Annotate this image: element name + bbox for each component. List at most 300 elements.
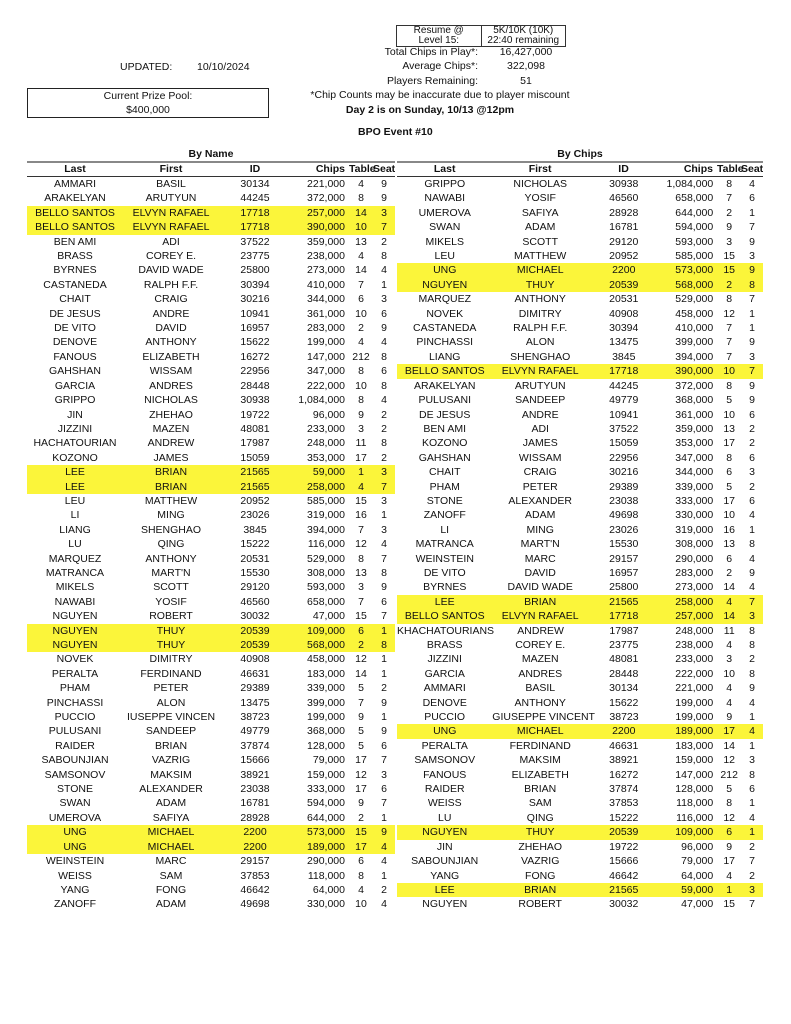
table-row	[27, 422, 395, 436]
table-row	[397, 796, 763, 810]
first-name: MAKSIM	[150, 768, 192, 781]
seat-number: 3	[749, 250, 755, 263]
first-name: ROBERT	[149, 610, 193, 623]
table-row	[27, 292, 395, 306]
player-id: 16272	[609, 768, 639, 781]
last-name: WEINSTEIN	[415, 552, 474, 565]
player-id: 46642	[609, 869, 639, 882]
last-name: CHAIT	[59, 293, 91, 306]
chip-count: 568,000	[307, 639, 345, 651]
table-row	[27, 321, 395, 335]
table-row	[397, 652, 763, 666]
chip-count: 96,000	[312, 408, 345, 421]
table-number: 10	[355, 307, 367, 320]
table-row	[397, 696, 763, 710]
seat-number: 8	[749, 667, 755, 680]
first-name: THUY	[156, 639, 186, 651]
first-name: WISSAM	[518, 451, 562, 464]
chip-count: 128,000	[675, 783, 714, 796]
chip-count: 159,000	[307, 768, 345, 781]
player-id: 29120	[240, 581, 270, 594]
seat-number: 7	[381, 480, 387, 493]
table-row	[27, 897, 395, 911]
first-name: ANTHONY	[145, 336, 197, 349]
table-number: 9	[358, 408, 364, 421]
table-number: 1	[358, 466, 364, 479]
last-name: ARAKELYAN	[44, 192, 106, 205]
seat-number: 2	[749, 480, 755, 493]
table-number: 10	[355, 898, 367, 911]
chip-count: 308,000	[307, 566, 345, 579]
player-id: 23775	[240, 250, 270, 263]
last-name: NAWABI	[54, 595, 96, 608]
first-name: SANDEEP	[145, 725, 197, 738]
last-name: MIKELS	[55, 581, 95, 594]
last-name: NGUYEN	[422, 826, 468, 839]
seat-number: 2	[381, 422, 387, 435]
chip-count: 147,000	[307, 350, 345, 363]
first-name: ADAM	[155, 797, 187, 810]
player-id: 2200	[612, 264, 636, 277]
chip-count: 394,000	[675, 350, 714, 363]
table-row	[27, 508, 395, 522]
seat-number: 1	[381, 811, 387, 824]
player-id: 37874	[240, 739, 270, 752]
chip-count: 410,000	[307, 278, 345, 291]
seat-number: 9	[381, 322, 387, 335]
seat-number: 2	[381, 235, 387, 248]
table-row-highlighted	[27, 638, 395, 652]
chip-count: 361,000	[307, 307, 345, 320]
first-name: ALON	[156, 696, 186, 709]
blinds-value: 5K/10K (10K)	[493, 25, 554, 36]
player-id: 38723	[240, 711, 270, 724]
chip-count: 283,000	[675, 566, 714, 579]
player-id: 46631	[240, 667, 270, 680]
player-id: 30938	[240, 394, 270, 407]
last-name: NGUYEN	[52, 624, 98, 637]
table-row	[397, 566, 763, 580]
table-row	[27, 177, 395, 191]
chip-count: 199,000	[675, 711, 714, 724]
player-id: 49698	[609, 509, 639, 522]
last-name: PINCHASSI	[46, 696, 104, 709]
first-name: ANDRE	[152, 307, 190, 320]
chip-count: 238,000	[307, 250, 345, 263]
first-name: DAVID WADE	[507, 581, 573, 594]
first-name: BRIAN	[524, 595, 557, 608]
seat-number: 8	[381, 566, 387, 579]
chip-count: 273,000	[307, 264, 345, 277]
first-name: ADI	[162, 235, 180, 248]
table-row-highlighted	[27, 825, 395, 839]
players-remaining-label: Players Remaining:	[386, 75, 478, 87]
seat-number: 1	[749, 523, 755, 536]
table-row	[27, 811, 395, 825]
seat-number: 1	[381, 869, 387, 882]
table-row	[397, 840, 763, 854]
seat-number: 3	[381, 466, 387, 479]
chip-count: 147,000	[675, 768, 714, 781]
player-id: 19722	[240, 408, 270, 421]
chip-count: 248,000	[675, 624, 714, 637]
first-name: MATTHEW	[144, 494, 198, 507]
chip-count: 410,000	[675, 322, 714, 335]
chip-count: 159,000	[675, 754, 714, 767]
chip-count: 399,000	[675, 336, 714, 349]
player-id: 38921	[240, 768, 270, 781]
last-name: HACHATOURIAN	[33, 437, 117, 450]
chip-count: 199,000	[675, 696, 714, 709]
table-number: 16	[723, 523, 736, 536]
last-name: AMMARI	[423, 682, 466, 695]
seat-number: 8	[381, 437, 387, 450]
first-name: DAVID WADE	[138, 264, 204, 277]
last-name: DE VITO	[423, 566, 466, 579]
player-id: 30216	[609, 466, 639, 479]
last-name: GRIPPO	[424, 178, 466, 190]
table-row-highlighted	[27, 220, 395, 234]
last-name: ARAKELYAN	[414, 379, 476, 392]
table-row	[397, 710, 763, 724]
seat-number: 4	[749, 725, 755, 738]
table-number: 15	[355, 826, 367, 839]
table-number: 8	[726, 178, 733, 190]
seat-number: 4	[381, 394, 387, 407]
seat-number: 4	[381, 840, 387, 853]
player-id: 23026	[609, 523, 639, 536]
player-id: 15530	[240, 566, 270, 579]
player-id: 15222	[240, 538, 270, 551]
by-name-rows	[27, 177, 395, 912]
player-id: 16957	[240, 322, 270, 335]
chip-count: 221,000	[307, 178, 345, 190]
last-name: SABOUNJIAN	[411, 855, 479, 868]
seat-number: 3	[749, 610, 755, 623]
table-number: 7	[726, 350, 733, 363]
first-name: FERDINAND	[140, 667, 202, 680]
prize-pool-label: Current Prize Pool:	[103, 90, 193, 102]
table-row	[397, 508, 763, 522]
seat-number: 8	[381, 639, 387, 651]
last-name: NAWABI	[424, 192, 466, 205]
player-id: 19722	[609, 840, 639, 853]
first-name: ELIZABETH	[511, 768, 569, 781]
player-id: 29120	[609, 235, 639, 248]
seat-number: 6	[381, 307, 387, 320]
table-row-highlighted	[27, 480, 395, 494]
table-number: 17	[355, 754, 367, 767]
last-name: WEINSTEIN	[45, 855, 105, 868]
seat-number: 7	[749, 293, 755, 306]
table-number: 7	[358, 696, 364, 709]
table-row	[397, 408, 763, 422]
chip-count: 372,000	[307, 192, 345, 205]
table-number: 8	[358, 365, 364, 378]
table-row	[27, 883, 395, 897]
first-name: MAKSIM	[519, 754, 561, 767]
last-name: UNG	[63, 840, 87, 853]
last-name: BRASS	[426, 639, 463, 651]
table-row-highlighted	[397, 595, 763, 609]
chip-count: 233,000	[675, 653, 714, 666]
player-id: 30134	[240, 178, 270, 190]
table-number: 13	[355, 235, 367, 248]
last-name: PINCHASSI	[416, 336, 474, 349]
table-number: 13	[723, 422, 736, 435]
first-name: CRAIG	[523, 466, 557, 479]
day2-note: Day 2 is on Sunday, 10/13 @12pm	[345, 104, 515, 116]
players-remaining-value: 51	[520, 75, 532, 87]
first-name: MICHAEL	[516, 264, 564, 277]
seat-number: 1	[381, 667, 387, 680]
seat-number: 2	[749, 869, 755, 882]
last-name: SABOUNJIAN	[41, 754, 109, 767]
seat-number: 9	[749, 394, 755, 407]
col-first: First	[528, 163, 552, 175]
average-chips-label: Average Chips*:	[402, 60, 478, 72]
table-row-highlighted	[397, 364, 763, 378]
first-name: PETER	[522, 480, 558, 493]
last-name: SWAN	[429, 221, 461, 234]
col-seat: Seat	[373, 163, 396, 175]
player-id: 17718	[240, 221, 270, 234]
table-row-highlighted	[27, 840, 395, 854]
last-name: SAMSONOV	[414, 754, 476, 767]
chip-count: 333,000	[675, 494, 714, 507]
table-number: 6	[726, 552, 733, 565]
table-number: 2	[358, 639, 364, 651]
table-number: 9	[726, 711, 733, 724]
first-name: SCOTT	[153, 581, 189, 594]
player-id: 46642	[240, 883, 270, 896]
table-row	[27, 408, 395, 422]
table-number: 4	[726, 696, 733, 709]
chip-count: 1,084,000	[298, 394, 345, 407]
seat-number: 7	[381, 610, 387, 623]
table-row	[27, 652, 395, 666]
last-name: LEE	[65, 466, 85, 479]
chip-count: 64,000	[312, 883, 345, 896]
chip-count: 183,000	[307, 667, 345, 680]
player-id: 30134	[609, 682, 639, 695]
first-name: ANDREW	[147, 437, 195, 450]
first-name: ALEXANDER	[139, 783, 203, 796]
table-number: 12	[723, 811, 736, 824]
last-name: PULUSANI	[48, 725, 102, 738]
player-id: 30394	[240, 278, 270, 291]
first-name: ANDREW	[517, 624, 564, 637]
last-name: BYRNES	[53, 264, 97, 277]
player-id: 37874	[609, 783, 639, 796]
table-number: 3	[726, 653, 733, 666]
seat-number: 2	[749, 422, 755, 435]
first-name: VAZRIG	[151, 754, 191, 767]
table-number: 8	[358, 394, 364, 407]
chip-count: 573,000	[675, 264, 714, 277]
table-row	[397, 335, 763, 349]
first-name: ANDRE	[521, 408, 559, 421]
by-chips-title: By Chips	[557, 148, 603, 160]
table-number: 2	[726, 566, 733, 579]
table-number: 5	[358, 739, 364, 752]
first-name: MING	[526, 523, 554, 536]
last-name: ZANOFF	[54, 898, 96, 911]
last-name: NOVEK	[56, 653, 94, 666]
last-name: SAMSONOV	[44, 768, 106, 781]
first-name: GIUSEPPE VINCENT	[492, 711, 595, 724]
seat-number: 8	[749, 538, 755, 551]
player-id: 46631	[609, 739, 639, 752]
seat-number: 2	[381, 451, 387, 464]
first-name: ALEXANDER	[508, 494, 572, 507]
table-number: 9	[358, 711, 364, 724]
seat-number: 9	[381, 178, 387, 190]
chip-count: 333,000	[307, 783, 345, 796]
table-row	[27, 696, 395, 710]
last-name: KOZONO	[52, 451, 98, 464]
chip-count: 79,000	[312, 754, 345, 767]
seat-number: 9	[749, 566, 755, 579]
chip-count: 248,000	[307, 437, 345, 450]
table-number: 4	[358, 336, 364, 349]
last-name: FANOUS	[423, 768, 467, 781]
first-name: MING	[157, 509, 185, 522]
table-number: 4	[726, 595, 733, 608]
table-number: 4	[358, 178, 364, 190]
seat-number: 1	[381, 278, 387, 291]
player-id: 3845	[243, 523, 267, 536]
chip-count: 529,000	[307, 552, 345, 565]
player-id: 2200	[612, 725, 636, 738]
player-id: 29389	[240, 682, 270, 695]
first-name: SAFIYA	[152, 811, 190, 824]
chip-count: 529,000	[675, 293, 714, 306]
table-row	[397, 638, 763, 652]
table-number: 7	[358, 595, 364, 608]
table-number: 12	[355, 653, 367, 666]
seat-number: 9	[381, 192, 387, 205]
seat-number: 2	[381, 883, 387, 896]
table-number: 9	[726, 221, 733, 234]
chip-count: 238,000	[675, 639, 714, 651]
by-name-title: By Name	[188, 148, 234, 160]
seat-number: 1	[749, 711, 755, 724]
seat-number: 1	[381, 509, 387, 522]
table-number: 7	[726, 322, 733, 335]
seat-number: 1	[381, 653, 387, 666]
last-name: CASTANEDA	[413, 322, 477, 335]
last-name: BYRNES	[423, 581, 467, 594]
first-name: ELVYN RAFAEL	[501, 365, 579, 378]
table-row	[397, 206, 763, 220]
first-name: BRIAN	[154, 739, 188, 752]
last-name: PUCCIO	[54, 711, 96, 724]
table-number: 4	[358, 250, 364, 263]
chip-count: 568,000	[675, 278, 714, 291]
seat-number: 3	[749, 350, 755, 363]
first-name: SAFIYA	[521, 206, 559, 219]
player-id: 46560	[609, 192, 639, 205]
chip-count: 339,000	[675, 480, 714, 493]
table-number: 14	[723, 581, 736, 594]
table-number: 15	[355, 494, 367, 507]
player-id: 16781	[609, 221, 639, 234]
table-row	[397, 624, 763, 638]
table-row	[27, 537, 395, 551]
table-row	[397, 523, 763, 537]
player-id: 28448	[240, 379, 270, 392]
seat-number: 3	[381, 293, 387, 306]
last-name: DE JESUS	[419, 408, 471, 421]
player-id: 29157	[609, 552, 639, 565]
last-name: ZANOFF	[423, 509, 466, 522]
first-name: MART'N	[520, 538, 560, 551]
last-name: BEN AMI	[423, 422, 467, 435]
player-id: 15530	[609, 538, 639, 551]
last-name: LU	[68, 538, 82, 551]
last-name: PULUSANI	[418, 394, 471, 407]
first-name: SCOTT	[522, 235, 558, 248]
table-number: 13	[355, 566, 367, 579]
table-number: 17	[355, 840, 367, 853]
table-row	[397, 292, 763, 306]
table-number: 8	[726, 379, 733, 392]
first-name: BRIAN	[524, 883, 557, 896]
player-id: 23026	[240, 509, 270, 522]
last-name: PUCCIO	[424, 711, 466, 724]
last-name: LEU	[434, 250, 455, 263]
seat-number: 6	[749, 494, 755, 507]
player-id: 28448	[609, 667, 639, 680]
first-name: NICHOLAS	[513, 178, 568, 190]
table-row	[397, 465, 763, 479]
level-status-box	[396, 25, 566, 47]
seat-number: 1	[381, 624, 387, 637]
table-number: 3	[358, 581, 364, 594]
last-name: PHAM	[429, 480, 460, 493]
first-name: DIMITRY	[518, 307, 562, 320]
table-number: 6	[358, 855, 364, 868]
chip-count: 199,000	[307, 336, 345, 349]
table-number: 5	[726, 394, 733, 407]
seat-number: 7	[749, 221, 755, 234]
first-name: DIMITRY	[149, 653, 193, 666]
player-id: 2200	[243, 840, 267, 853]
last-name: GRIPPO	[54, 394, 96, 407]
table-number: 7	[358, 278, 364, 291]
player-id: 37853	[240, 869, 270, 882]
player-id: 10941	[609, 408, 639, 421]
table-number: 7	[726, 336, 733, 349]
table-number: 12	[355, 538, 367, 551]
player-id: 38723	[609, 711, 639, 724]
first-name: ARUTYUN	[514, 379, 566, 392]
table-row	[397, 494, 763, 508]
table-row	[397, 854, 763, 868]
chip-count: 330,000	[675, 509, 714, 522]
first-name: THUY	[525, 826, 555, 839]
player-id: 22956	[609, 451, 639, 464]
last-name: FANOUS	[53, 350, 97, 363]
last-name: BEN AMI	[53, 235, 97, 248]
first-name: COREY E.	[146, 250, 196, 263]
chip-count: 116,000	[307, 538, 345, 551]
last-name: GARCIA	[424, 667, 465, 680]
table-number: 14	[355, 206, 367, 219]
seat-number: 9	[749, 682, 755, 695]
first-name: FONG	[525, 869, 556, 882]
